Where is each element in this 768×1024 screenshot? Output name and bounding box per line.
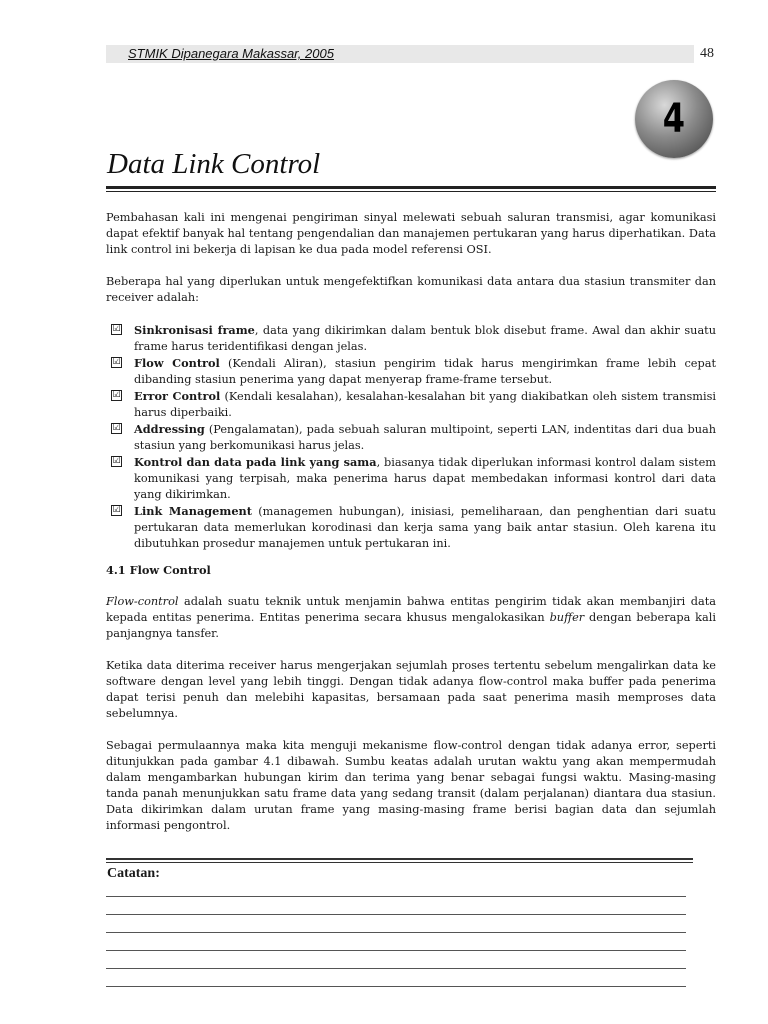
title-rule-thick (106, 186, 716, 189)
item-text: (Kendali Aliran), stasiun pengirim tidak harus mengirimkan frame lebih cepat dibanding stasiun penerima yang dapat menyerap frame-frame tersebut. (134, 357, 716, 386)
note-line (106, 914, 686, 915)
paragraph-text: adalah suatu teknik untuk menjamin bahwa entitas pengirim tidak akan membanjiri data kepada entitas penerima. Entitas penerima secara khusus mengalokasikan (106, 595, 716, 624)
chapter-badge (635, 80, 713, 158)
list-item (106, 454, 716, 503)
intro-paragraph: Beberapa hal yang diperlukan untuk mengefektifkan komunikasi data antara dua stasiun transmiter dan receiver adalah: (106, 275, 716, 304)
list-item (106, 388, 716, 421)
item-term: Addressing (134, 422, 205, 436)
item-text: , data yang dikirimkan dalam bentuk blok disebut frame. Awal dan akhir suatu frame harus teridentifikasi dengan jelas. (134, 324, 716, 353)
item-term: Kontrol dan data pada link yang sama (134, 455, 377, 469)
item-text: , biasanya tidak diperlukan informasi kontrol dalam sistem komunikasi yang terpisah, maka penerima harus dapat membedakan informasi kontrol dari data yang dikirimkan. (134, 456, 716, 501)
term-buffer: buffer (549, 611, 585, 624)
title-rule-thin (106, 191, 716, 192)
main-content (106, 210, 716, 850)
item-term: Link Management (134, 504, 252, 518)
list-item (106, 322, 716, 355)
note-line (106, 968, 686, 969)
checkbox-icon: ☑ (112, 456, 121, 466)
checkbox-icon: ☑ (112, 505, 121, 515)
note-line (106, 986, 686, 987)
note-line (106, 950, 686, 951)
notes-rule-thick (106, 858, 693, 860)
checklist (106, 322, 716, 552)
item-text: (Pengalamatan), pada sebuah saluran multipoint, seperti LAN, indentitas dari dua buah stasiun yang berkomunikasi harus jelas. (134, 423, 716, 452)
item-term: Error Control (134, 389, 221, 403)
notes-label: Catatan: (107, 866, 160, 881)
note-line (106, 896, 686, 897)
chapter-title: Data Link Control (107, 148, 321, 180)
item-text: (managemen hubungan), inisiasi, pemeliharaan, dan penghentian dari suatu pertukaran data memerlukan korodinasi dan kerja sama yang baik antar stasiun. Oleh karena itu dibutuhkan prosedur manajemen untuk pertukaran ini. (134, 505, 716, 550)
section-heading: 4.1 Flow Control (106, 563, 211, 577)
list-item (106, 421, 716, 454)
section-paragraph: Sebagai permulaannya maka kita menguji mekanisme flow-control dengan tidak adanya error, seperti ditunjukkan pada gambar 4.1 dibawah. Sumbu keatas adalah urutan waktu yang akan mempermudah dalam mengambarkan hubungan kirim dan terima yang benar sebagai fungsi waktu. Masing-masing tanda panah menunjukkan satu frame data yang sedang transit (dalam perjalanan) diantara dua stasiun. Data dikirimkan dalam urutan frame yang masing-masing frame berisi bagian data dan sejumlah informasi pengontrol. (106, 739, 716, 832)
intro-paragraph: Pembahasan kali ini mengenai pengiriman sinyal melewati sebuah saluran transmisi, agar komunikasi dapat efektif banyak hal tentang pengendalian dan manajemen pertukaran yang harus diperhatikan. Data link control ini bekerja di lapisan ke dua pada model referensi OSI. (106, 211, 716, 256)
paragraph-text: dengan beberapa kali panjangnya tansfer. (106, 611, 716, 640)
section-paragraph (106, 594, 716, 642)
item-term: Sinkronisasi frame (134, 323, 255, 337)
notes-rule-thin (106, 862, 693, 863)
section-paragraph: Ketika data diterima receiver harus mengerjakan sejumlah proses tertentu sebelum mengalirkan data ke software dengan level yang lebih tinggi. Dengan tidak adanya flow-control maka buffer pada penerima dapat terisi penuh dan melebihi kapasitas, bersamaan pada saat penerima masih memproses data sebelumnya. (106, 659, 716, 720)
list-item (106, 503, 716, 552)
page-number: 48 (700, 46, 714, 61)
checkbox-icon: ☑ (112, 357, 121, 367)
item-text: (Kendali kesalahan), kesalahan-kesalahan bit yang diakibatkan oleh sistem transmisi harus diperbaiki. (134, 390, 717, 419)
note-line (106, 932, 686, 933)
list-item (106, 355, 716, 388)
checkbox-icon: ☑ (112, 390, 121, 400)
chapter-number: 4 (662, 96, 686, 142)
item-term: Flow Control (134, 356, 220, 370)
running-title: STMIK Dipanegara Makassar, 2005 (128, 46, 334, 61)
checkbox-icon: ☑ (112, 324, 121, 334)
checkbox-icon: ☑ (112, 423, 121, 433)
term-flow-control: Flow-control (106, 595, 179, 608)
